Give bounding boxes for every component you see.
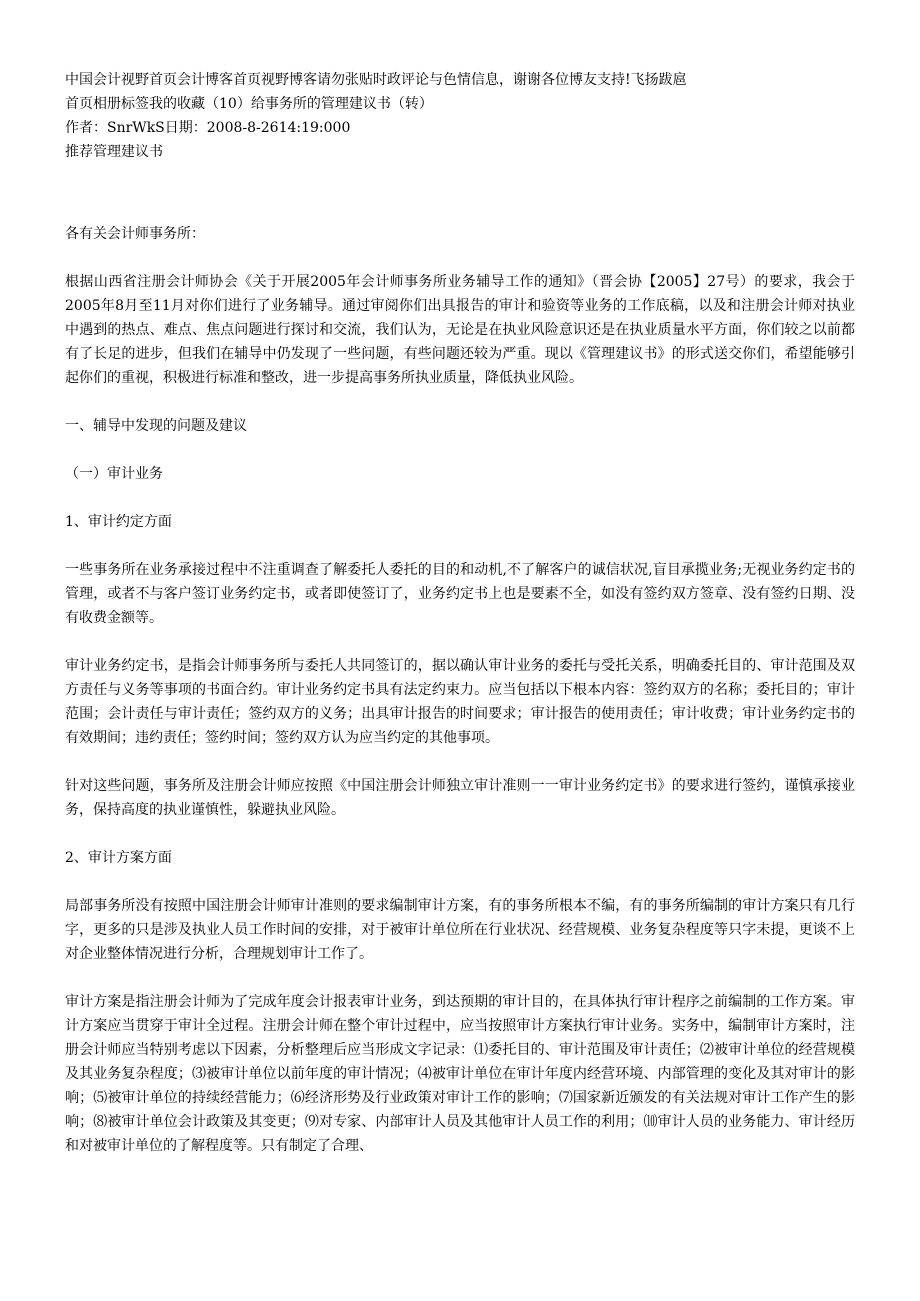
- intro-paragraph: 根据山西省注册会计师协会《关于开展2005年会计师事务所业务辅导工作的通知》（晋会协【2005】27号）的要求，我会于2005年8月至11月对你们进行了业务辅导。通过审阅你们出具报告的审计和验资等业务的工作底稿，以及和注册会计师对执业中遇到的热点、难点、焦点问题进行探讨和交流，我们认为，无论是在执业风险意识还是在执业质量水平方面，你们较之以前都有了长足的进步，但我们在辅导中仍发现了一些问题，有些问题还较为严重。现以《管理建议书》的形式送交你们，希望能够引起你们的重视，积极进行标准和整改，进一步提高事务所执业质量，降低执业风险。: [65, 274, 855, 386]
- paragraph: 局部事务所没有按照中国注册会计师审计准则的要求编制审计方案，有的事务所根本不编，有的事务所编制的审计方案只有几行字，更多的只是涉及执业人员工作时间的安排，对于被审计单位所在行业状况、经营规模、业务复杂程度等只字未提，更谈不上对企业整体情况进行分析，合理规划审计工作了。: [65, 898, 855, 962]
- site-header-line: 中国会计视野首页会计博客首页视野博客请勿张贴时政评论与色情信息，谢谢各位博友支持!飞扬跋扈: [65, 72, 687, 88]
- subsection-heading: （一）审计业务: [65, 466, 163, 482]
- breadcrumb-title-line: 首页相册标签我的收藏（10）给事务所的管理建议书（转）: [65, 96, 433, 112]
- recommend-line: 推荐管理建议书: [65, 144, 163, 160]
- section-heading: 一、辅导中发现的问题及建议: [65, 418, 247, 434]
- document-page: [65, 68, 855, 1182]
- item-heading: 2、审计方案方面: [65, 850, 172, 866]
- paragraph: 审计方案是指注册会计师为了完成年度会计报表审计业务，到达预期的审计目的，在具体执行审计程序之前编制的工作方案。审计方案应当贯穿于审计全过程。注册会计师在整个审计过程中，应当按照审计方案执行审计业务。实务中，编制审计方案时，注册会计师应当特别考虑以下因素，分析整理后应当形成文字记录：⑴委托目的、审计范围及审计责任；⑵被审计单位的经营规模及其业务复杂程度；⑶被审计单位以前年度的审计情况；⑷被审计单位在审计年度内经营环境、内部管理的变化及其对审计的影响；⑸被审计单位的持续经营能力；⑹经济形势及行业政策对审计工作的影响；⑺国家新近颁发的有关法规对审计工作产生的影响；⑻被审计单位会计政策及其变更；⑼对专家、内部审计人员及其他审计人员工作的利用；⑽审计人员的业务能力、审计经历和对被审计单位的了解程度等。只有制定了合理、: [65, 994, 855, 1154]
- paragraph: 审计业务约定书，是指会计师事务所与委托人共同签订的，据以确认审计业务的委托与受托关系，明确委托目的、审计范围及双方责任与义务等事项的书面合约。审计业务约定书具有法定约束力。应当包括以下根本内容：签约双方的名称；委托目的；审计范围；会计责任与审计责任；签约双方的义务；出具审计报告的时间要求；审计报告的使用责任；审计收费；审计业务约定书的有效期间；违约责任；签约时间；签约双方认为应当约定的其他事项。: [65, 658, 855, 746]
- item-heading: 1、审计约定方面: [65, 514, 172, 530]
- paragraph: 一些事务所在业务承接过程中不注重调查了解委托人委托的目的和动机,不了解客户的诚信状况,盲目承揽业务;无视业务约定书的管理，或者不与客户签订业务约定书，或者即使签订了，业务约定书上也是要素不全，如没有签约双方签章、没有签约日期、没有收费金额等。: [65, 562, 855, 626]
- salutation: 各有关会计师事务所：: [65, 226, 205, 242]
- spacer: [65, 164, 855, 222]
- paragraph: 针对这些问题，事务所及注册会计师应按照《中国注册会计师独立审计准则一一审计业务约定书》的要求进行签约，谨慎承接业务，保持高度的执业谨慎性，躲避执业风险。: [65, 778, 855, 818]
- author-date-line: 作者：SnrWkS日期：2008-8-2614:19:000: [65, 120, 351, 136]
